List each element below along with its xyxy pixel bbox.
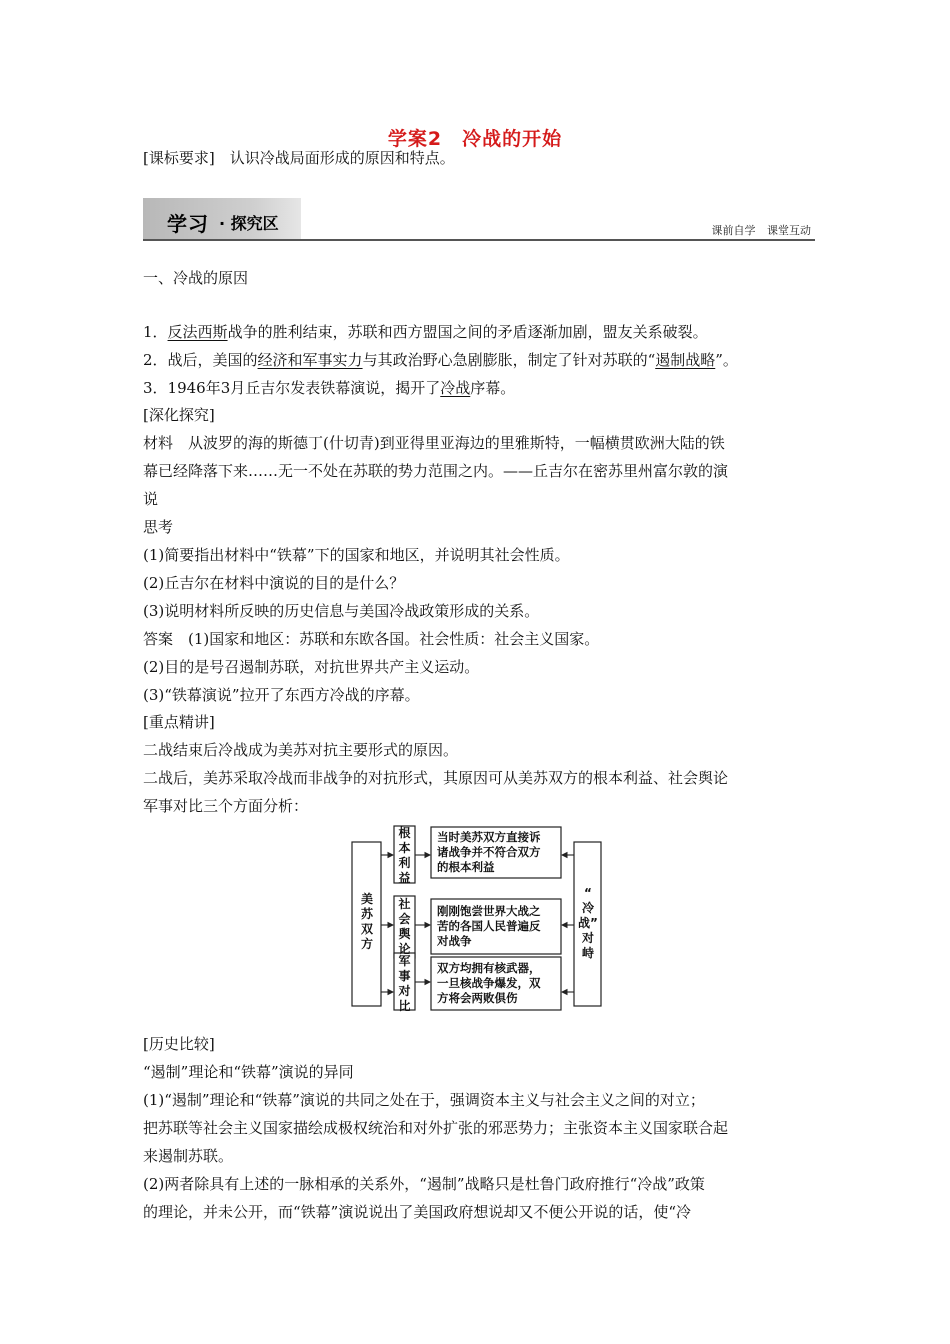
question-line: (1)简要指出材料中“铁幕”下的国家和地区，并说明其社会性质。: [143, 546, 570, 564]
point-3: [143, 378, 515, 398]
diagram-left-label: 美 苏 双 方: [360, 892, 373, 951]
compare-line: 来遏制苏联。: [143, 1147, 234, 1165]
point-2-key-2: 遏制战略: [655, 351, 716, 369]
point-2: [143, 350, 738, 370]
diagram-box-interest: 当时美苏双方直接诉 诸战争并不符合双方 的根本利益: [437, 830, 541, 874]
key-line: 二战后，美苏采取冷战而非战争的对抗形式，其原因可从美苏双方的根本利益、社会舆论: [143, 769, 729, 787]
diagram-box-military: 双方均拥有核武器， 一旦核战争爆发，双 方将会两败俱伤: [437, 961, 541, 1005]
point-1: [143, 322, 708, 342]
deep-explore-label: [深化探究]: [143, 406, 215, 424]
material-line: 幕已经降落下来……无一不处在苏联的势力范围之内。——丘吉尔在密苏里州富尔敦的演: [143, 462, 729, 480]
diagram-right-label: “ 冷 战” 对 峙: [578, 886, 598, 960]
course-requirement: [课标要求] 认识冷战局面形成的原因和特点。: [143, 149, 455, 167]
key-line: 军事对比三个方面分析：: [143, 797, 309, 815]
compare-line: 把苏联等社会主义国家描绘成极权统治和对外扩张的邪恶势力；主张资本主义国家联合起: [143, 1119, 729, 1137]
page-title: 学案2 冷战的开始: [387, 128, 563, 150]
point-3-key: 冷战: [440, 379, 471, 397]
compare-line: 的理论，并未公开，而“铁幕”演说说出了美国政府想说却又不便公开说的话，使“冷: [143, 1203, 692, 1221]
section-banner: [143, 198, 815, 242]
banner-rule: [143, 239, 815, 241]
question-line: (3)说明材料所反映的历史信息与美国冷战政策形成的关系。: [143, 602, 540, 620]
banner-main-label: 学习: [167, 212, 209, 236]
point-2-key-1: 经济和军事实力: [257, 351, 363, 369]
compare-line: “遏制”理论和“铁幕”演说的异同: [143, 1063, 354, 1081]
point-1-key: 反法西斯: [167, 323, 228, 341]
think-label: 思考: [143, 518, 174, 536]
question-line: (2)丘吉尔在材料中演说的目的是什么？: [143, 574, 405, 592]
compare-line: (1)“遏制”理论和“铁幕”演说的共同之处在于，强调资本主义与社会主义之间的对立；: [143, 1091, 705, 1109]
section-heading: 一、冷战的原因: [143, 269, 249, 287]
key-line: 二战结束后冷战成为美苏对抗主要形式的原因。: [143, 741, 459, 759]
diagram-box-opinion: 刚刚饱尝世界大战之 苦的各国人民普遍反 对战争: [437, 904, 541, 948]
point-1-rest: 战争的胜利结束，苏联和西方盟国之间的矛盾逐渐加剧，盟友关系破裂。: [227, 323, 708, 341]
point-2-text-a: 2．战后，美国的: [143, 351, 258, 369]
answer-line: (2)目的是号召遏制苏联，对抗世界共产主义运动。: [143, 658, 480, 676]
cause-diagram: [345, 820, 605, 1015]
answer-line: (3)“铁幕演说”拉开了东西方冷战的序幕。: [143, 686, 420, 704]
banner-right-label: 课前自学 课堂互动: [711, 224, 811, 237]
compare-label: [历史比较]: [143, 1035, 215, 1053]
point-3-text-b: 序幕。: [470, 379, 516, 397]
point-2-text-b: 与其政治野心急剧膨胀，制定了针对苏联的“: [362, 351, 656, 369]
key-points-label: [重点精讲]: [143, 713, 215, 731]
point-2-text-c: ”。: [715, 351, 738, 369]
diagram-factor-interest: 根 本 利 益: [398, 826, 411, 885]
banner-sub-label: · 探究区: [219, 214, 279, 233]
diagram-factor-opinion: 社 会 舆 论: [398, 897, 411, 956]
material-line: 材料 从波罗的海的斯德丁(什切青)到亚得里亚海边的里雅斯特，一幅横贯欧洲大陆的铁: [143, 434, 725, 452]
compare-line: (2)两者除具有上述的一脉相承的关系外，“遏制”战略只是杜鲁门政府推行“冷战”政策: [143, 1175, 705, 1193]
answer-line: 答案 (1)国家和地区：苏联和东欧各国。社会性质：社会主义国家。: [143, 630, 600, 648]
material-line: 说: [143, 490, 159, 508]
point-3-text-a: 3．1946年3月丘吉尔发表铁幕演说，揭开了: [143, 379, 441, 397]
point-1-num: 1．: [143, 323, 168, 341]
diagram-factor-military: 军 事 对 比: [398, 954, 411, 1013]
